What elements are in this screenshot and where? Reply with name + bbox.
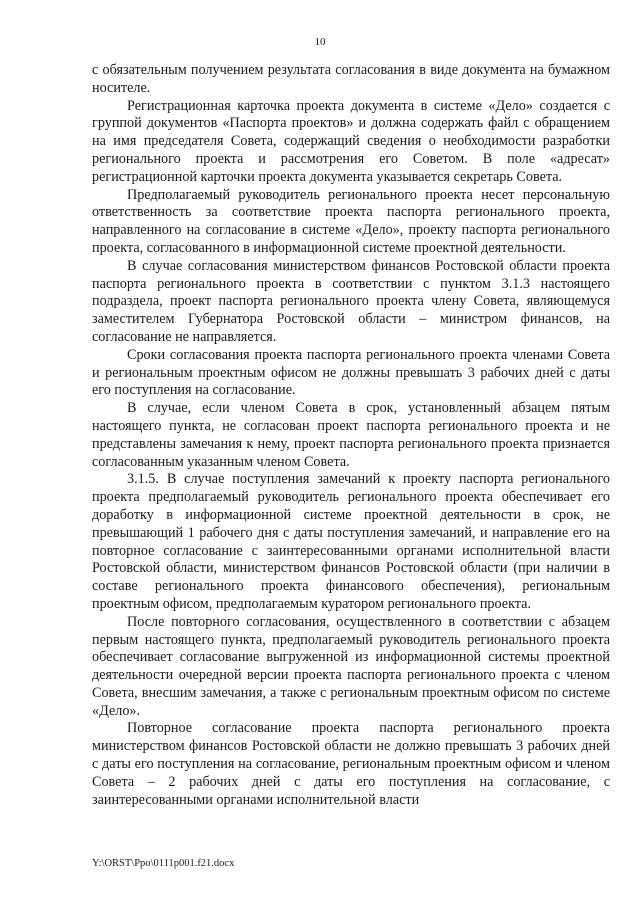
paragraph-deemed-approved: В случае, если членом Совета в срок, установленный абзацем пятым настоящего пункта, не согласован проект паспорта регионального проекта и не представлены замечания к нему, проект паспорта регионального проекта признается согласованным указанным членом Совета.: [92, 400, 610, 470]
paragraph-registration-card: Регистрационная карточка проекта документа в системе «Дело» создается с группой документов «Паспорта проектов» и должна содержать файл с обращением на имя председателя Совета, содержащий сведения о необходимости разработки регионального проекта и рассмотрения его Советом. В поле «адресат» регистрационной карточки проекта документа указывается секретарь Совета.: [92, 97, 610, 185]
paragraph-responsibility: Предполагаемый руководитель регионального проекта несет персональную ответственность за соответствие проекта паспорта регионального проекта, направленного на согласование в системе «Дело», проекту паспорта регионального проекта, согласованного в информационной системе проектной деятельности.: [92, 186, 610, 256]
paragraph-3-1-5: 3.1.5. В случае поступления замечаний к проекту паспорта регионального проекта предполагаемый руководитель регионального проекта обеспечивает его доработку в информационной системе проектной деятельности в срок, не превышающий 1 рабочего дня с даты поступления замечаний, и направление его на повторное согласование с заинтересованными органами исполнительной власти Ростовской области, министерством финансов Ростовской области (при наличии в составе регионального проекта финансового обеспечения), региональным проектным офисом, предполагаемым куратором регионального проекта.: [92, 471, 610, 612]
page-number: 10: [314, 36, 326, 48]
paragraph-repeat-approval: После повторного согласования, осуществленного в соответствии с абзацем первым настоящего пункта, предполагаемый руководитель регионального проекта обеспечивает согласование выгруженной из информационной системы проектной деятельности очередной версии проекта паспорта регионального проекта с членом Совета, внесшим замечания, а также с региональным проектным офисом по системе «Дело».: [92, 613, 610, 719]
footer-file-path: Y:\ORST\Ppo\0111p001.f21.docx: [92, 858, 235, 869]
document-body: [92, 62, 610, 809]
paragraph-finance-ministry: В случае согласования министерством финансов Ростовской области проекта паспорта регионального проекта в соответствии с пунктом 3.1.3 настоящего подраздела, проект паспорта регионального проекта члену Совета, являющемуся заместителем Губернатора Ростовской области – министром финансов, на согласование не направляется.: [92, 257, 610, 345]
paragraph-approval-terms: Сроки согласования проекта паспорта регионального проекта членами Совета и региональным проектным офисом не должны превышать 3 рабочих дней с даты его поступления на согласование.: [92, 346, 610, 399]
paragraph-repeat-terms: Повторное согласование проекта паспорта регионального проекта министерством финансов Ростовской области не должно превышать 3 рабочих дней с даты его поступления на согласование, региональным проектным офисом и членом Совета – 2 рабочих дней с даты его поступления на согласование, с заинтересованными органами исполнительной власти: [92, 720, 610, 808]
paragraph-continuation: с обязательным получением результата согласования в виде документа на бумажном носителе.: [92, 62, 610, 96]
